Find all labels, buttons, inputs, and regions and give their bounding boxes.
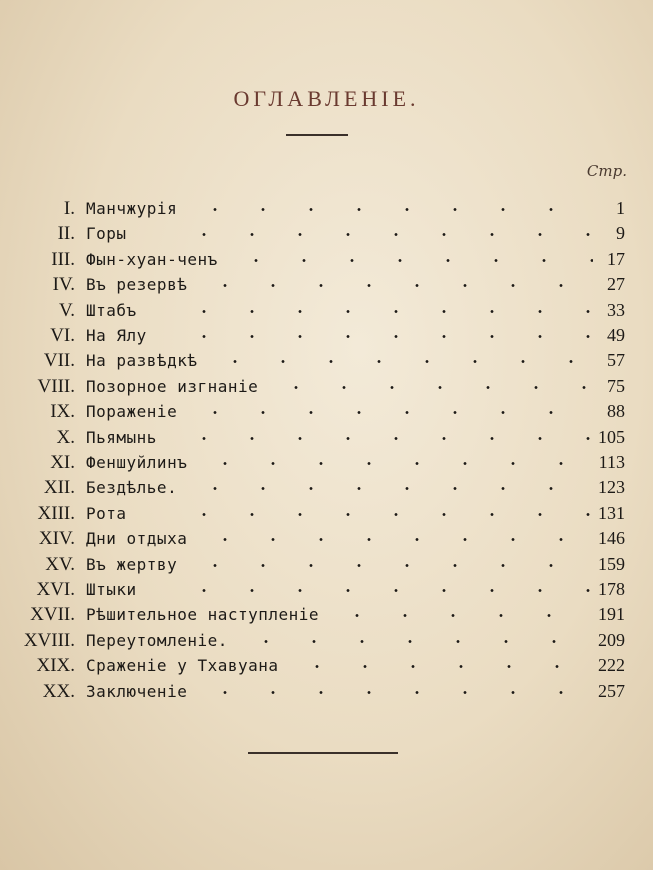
leader-dots <box>201 462 593 465</box>
chapter-number: XII. <box>43 477 75 499</box>
chapter-title: Штыки <box>86 580 137 599</box>
chapter-page-number: 75 <box>607 375 625 396</box>
chapter-page-number: 33 <box>607 299 625 320</box>
toc-entry <box>0 552 653 577</box>
chapter-page-number: 191 <box>598 604 625 625</box>
leader-dots <box>191 564 593 567</box>
chapter-page-number: 1 <box>616 198 625 218</box>
chapter-page-number: 113 <box>598 452 625 472</box>
chapter-title: Заключеніе <box>86 681 188 701</box>
chapter-number: IV. <box>52 274 75 296</box>
toc-entry <box>0 298 653 323</box>
toc-entry <box>0 679 653 704</box>
toc-entry <box>0 577 653 602</box>
leader-dots <box>180 589 593 592</box>
chapter-page-number: 209 <box>598 629 625 650</box>
chapter-page-number: 146 <box>598 528 625 549</box>
leader-dots <box>180 310 593 313</box>
chapter-page-number: 49 <box>607 325 625 345</box>
chapter-page-number: 88 <box>607 401 625 422</box>
leader-dots <box>232 259 593 262</box>
toc-entry <box>0 348 653 373</box>
chapter-number: I. <box>63 198 75 219</box>
toc-entry <box>0 501 653 526</box>
chapter-title: Штабъ <box>86 300 137 320</box>
chapter-title: Сраженіе у Тхавуана <box>86 656 279 676</box>
leader-dots <box>180 233 593 236</box>
chapter-page-number: 105 <box>598 426 625 447</box>
toc-entry <box>0 425 653 450</box>
toc-entry <box>0 628 653 653</box>
chapter-page-number: 257 <box>598 680 625 701</box>
chapter-number: V. <box>58 299 75 321</box>
chapter-page-number: 178 <box>598 579 625 599</box>
chapter-number: XI. <box>50 452 75 473</box>
chapter-title: Пьямынь <box>86 427 157 447</box>
leader-dots <box>191 487 593 490</box>
page-column-header: Стр. <box>586 162 627 180</box>
leader-dots <box>180 437 593 440</box>
toc-entry <box>0 653 653 678</box>
chapter-number: XX. <box>42 680 75 702</box>
chapter-title: Пораженіе <box>86 402 178 422</box>
leader-dots <box>191 411 593 414</box>
chapter-page-number: 123 <box>598 477 625 498</box>
leader-dots <box>272 386 593 389</box>
toc-entry <box>0 526 653 551</box>
leader-dots <box>293 665 593 668</box>
chapter-page-number: 17 <box>607 248 625 269</box>
chapter-page-number: 222 <box>598 655 625 676</box>
chapter-number: XIV. <box>38 528 75 550</box>
chapter-page-number: 9 <box>616 223 625 244</box>
toc-entry <box>0 475 653 500</box>
leader-dots <box>201 691 593 694</box>
toc-entry <box>0 247 653 272</box>
toc-entry <box>0 450 653 475</box>
chapter-title: Манчжурія <box>86 199 178 218</box>
leader-dots <box>242 640 593 643</box>
chapter-title: Феншуйлинъ <box>86 453 188 472</box>
chapter-number: IX. <box>50 401 75 423</box>
chapter-title: Позорное изгнаніе <box>86 376 259 396</box>
chapter-page-number: 27 <box>607 274 625 295</box>
toc-entry <box>0 272 653 297</box>
chapter-number: VIII. <box>37 375 75 397</box>
chapter-title: Дни отдыха <box>86 529 188 549</box>
leader-dots <box>211 360 593 363</box>
leader-dots <box>191 208 593 211</box>
chapter-page-number: 131 <box>598 502 625 523</box>
chapter-title: На развѣдкѣ <box>86 351 198 371</box>
chapter-title: На Ялу <box>86 326 147 345</box>
leader-dots <box>333 614 593 617</box>
chapter-number: XVII. <box>30 604 75 626</box>
chapter-number: VI. <box>50 325 75 346</box>
chapter-number: XIII. <box>37 502 75 524</box>
title-divider <box>286 134 348 136</box>
chapter-title: Въ жертву <box>86 554 178 574</box>
chapter-number: VII. <box>43 350 75 372</box>
chapter-title: Въ резервѣ <box>86 275 188 295</box>
toc-entry <box>0 323 653 348</box>
chapter-title: Рѣшительное наступленіе <box>86 605 320 625</box>
toc-entry <box>0 399 653 424</box>
chapter-number: X. <box>56 426 75 448</box>
page-title: ОГЛАВЛЕНІЕ. <box>233 86 420 111</box>
chapter-page-number: 159 <box>598 553 625 574</box>
chapter-title: Переутомленіе. <box>86 630 228 650</box>
toc-entry <box>0 602 653 627</box>
leader-dots <box>180 335 593 338</box>
chapter-number: XVIII. <box>23 629 75 651</box>
toc-entry <box>0 221 653 246</box>
toc-entry <box>0 374 653 399</box>
chapter-page-number: 57 <box>607 350 625 371</box>
chapter-number: II. <box>57 223 75 245</box>
chapter-number: XIX. <box>36 655 75 677</box>
chapter-title: Горы <box>86 224 127 244</box>
chapter-title: Фын-хуан-ченъ <box>86 249 218 269</box>
toc-entry <box>0 196 653 221</box>
bottom-divider <box>248 752 398 754</box>
chapter-number: III. <box>51 248 75 270</box>
chapter-number: XVI. <box>36 579 75 600</box>
leader-dots <box>180 513 593 516</box>
leader-dots <box>201 284 593 287</box>
chapter-title: Рота <box>86 503 127 523</box>
chapter-number: XV. <box>45 553 75 575</box>
leader-dots <box>201 538 593 541</box>
chapter-title: Бездѣлье. <box>86 478 178 498</box>
